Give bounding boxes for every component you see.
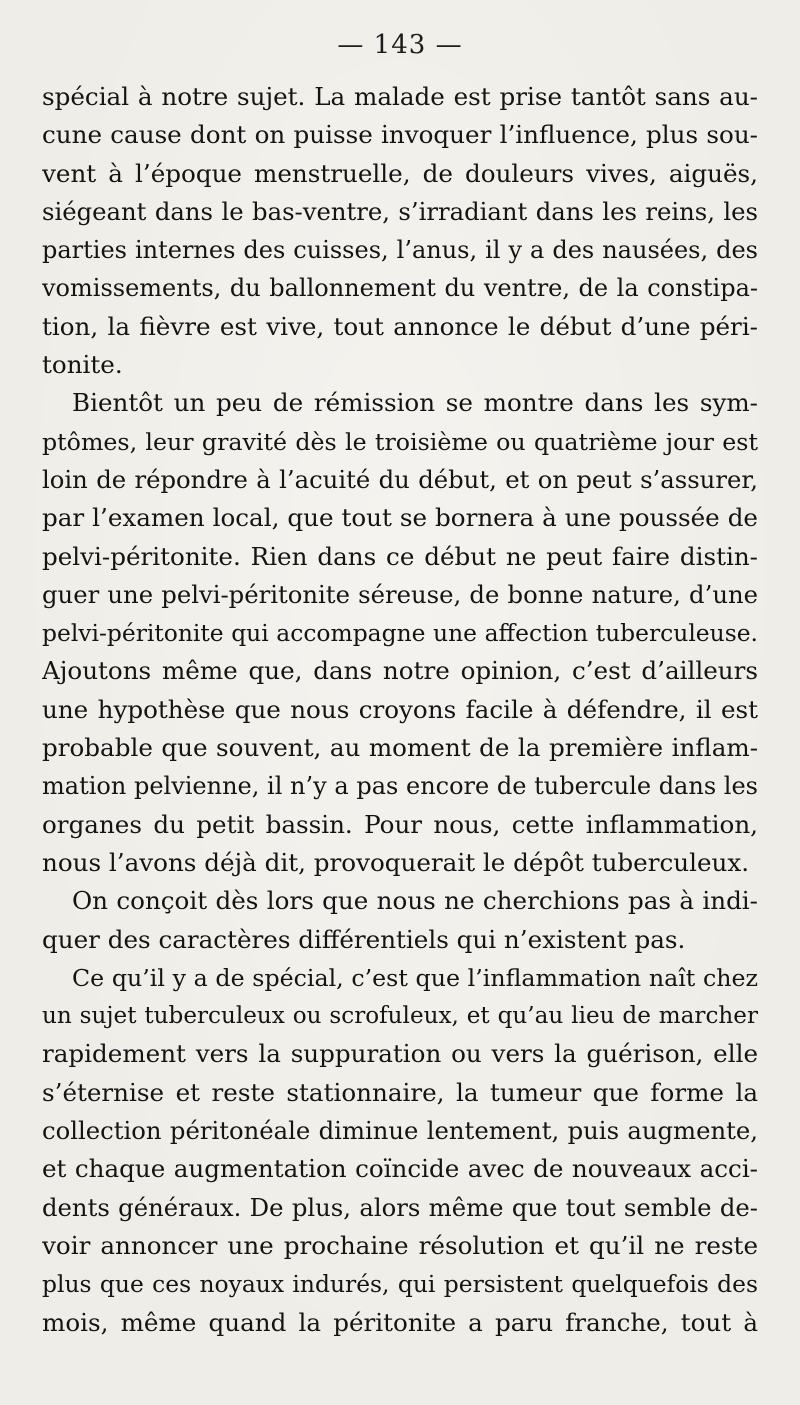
text-line: voir annoncer une prochaine résolution et qu’il ne reste — [42, 1230, 758, 1260]
body-text — [42, 78, 758, 1342]
text-line: dents généraux. De plus, alors même que tout semble de- — [42, 1192, 758, 1222]
text-line: siégeant dans le bas-ventre, s’irradiant dans les reins, les — [42, 196, 758, 226]
text-line: probable que souvent, au moment de la première inflam- — [42, 733, 758, 763]
text-line: nous l’avons déjà dit, provoquerait le dépôt tuberculeux. — [42, 847, 750, 877]
text-line: mation pelvienne, il n’y a pas encore de tubercule dans les — [42, 772, 758, 801]
text-line: loin de répondre à l’acuité du début, et on peut s’assurer, — [42, 464, 758, 494]
text-line: Ajoutons même que, dans notre opinion, c’est d’ailleurs — [42, 656, 758, 686]
text-line: ptômes, leur gravité dès le troisième ou quatrième jour est — [42, 427, 758, 456]
text-line: spécial à notre sujet. La malade est prise tantôt sans au- — [42, 82, 758, 111]
text-line: une hypothèse que nous croyons facile à défendre, il est — [42, 694, 758, 724]
text-line: par l’examen local, que tout se bornera à une poussée de — [42, 503, 758, 533]
text-line: plus que ces noyaux indurés, qui persistent quelquefois des — [42, 1270, 758, 1299]
page-number: — 143 — — [337, 30, 463, 60]
text-line: vomissements, du ballonnement du ventre, de la constipa- — [42, 274, 758, 303]
text-line: pelvi-péritonite. Rien dans ce début ne peut faire distin- — [42, 541, 758, 571]
text-line: cune cause dont on puisse invoquer l’influence, plus sou- — [42, 120, 758, 150]
text-line: mois, même quand la péritonite a paru franche, tout à — [42, 1307, 758, 1337]
text-line: collection péritonéale diminue lentement, puis augmente, — [42, 1116, 758, 1146]
text-line: organes du petit bassin. Pour nous, cette inflammation, — [42, 809, 758, 839]
text-line: rapidement vers la suppuration ou vers la guérison, elle — [42, 1039, 758, 1069]
text-line: parties internes des cuisses, l’anus, il y a des nausées, des — [42, 236, 758, 265]
text-line: Ce qu’il y a de spécial, c’est que l’inflammation naît chez — [72, 963, 758, 992]
text-line: s’éternise et reste stationnaire, la tumeur que forme la — [42, 1077, 758, 1107]
text-line: tion, la fièvre est vive, tout annonce le début d’une péri- — [42, 311, 758, 341]
text-line: tonite. — [42, 350, 123, 380]
text-line: On conçoit dès lors que nous ne cherchions pas à indi- — [72, 886, 758, 916]
text-line: et chaque augmentation coïncide avec de nouveaux acci- — [42, 1154, 758, 1184]
text-line: guer une pelvi-péritonite séreuse, de bonne nature, d’une — [42, 579, 758, 609]
text-line: quer des caractères différentiels qui n’existent pas. — [42, 924, 686, 954]
text-line: un sujet tuberculeux ou scrofuleux, et qu’au lieu de marcher — [42, 1003, 758, 1030]
text-line: vent à l’époque menstruelle, de douleurs vives, aiguës, — [42, 158, 758, 188]
text-line: pelvi-péritonite qui accompagne une affection tuberculeuse. — [42, 619, 758, 648]
text-line: Bientôt un peu de rémission se montre dans les sym- — [72, 388, 758, 418]
